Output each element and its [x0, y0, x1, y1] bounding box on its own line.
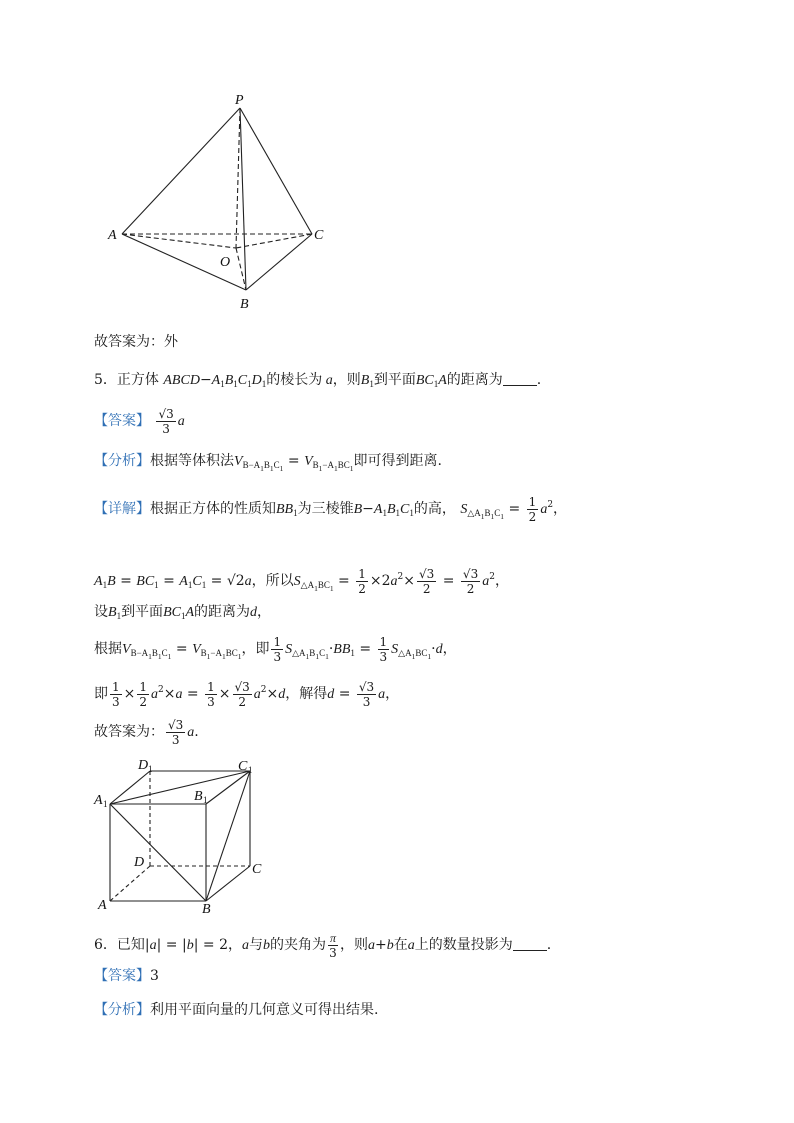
- label-c1: C: [238, 759, 248, 774]
- label-d1: D: [138, 758, 149, 773]
- q5-answer: 【答案】 $\frac{√3}{3}$ a: [94, 406, 185, 436]
- q6-analysis: 【分析】利用平面向量的几何意义可得出结果.: [94, 1002, 379, 1018]
- label-a: A: [98, 898, 107, 913]
- q6-answer: 【答案】3: [94, 968, 159, 984]
- label-p: P: [235, 93, 244, 108]
- svg-text:1: 1: [203, 795, 208, 805]
- label-c: C: [314, 228, 324, 243]
- q5-line2: $A_1B = BC_1 = A_1C_1 = √2a$，所以$S_{\triangle A_1BC_1}$ = $\frac{1}{2}$ $\times 2a^2\times$ $\frac{√3}{2}$ = $\frac{√3}{2}$ $a^2$，: [94, 566, 509, 596]
- q5-question: 5．正方体 $ABCD-A_1B_1C_1D_1$的棱长为 a，则$B_1$到平面$BC_1A$的距离为 .: [94, 372, 542, 389]
- svg-text:1: 1: [148, 764, 153, 774]
- label-a1: A: [94, 793, 103, 808]
- pyramid-figure: [100, 88, 340, 318]
- q5-line5: 即 $\frac{1}{3}$ × $\frac{1}{2}$ $a^2\times a$ = $\frac{1}{3}$ × $\frac{√3}{2}$ $a^2\times d$，解得d = $\frac{√3}{3}$ a，: [94, 679, 400, 709]
- label-c: C: [252, 862, 262, 877]
- q6-question: 6．已知|a| = |b| = 2，a与b的夹角为 $\frac{\pi}{3}$ ，则a+b在a上的数量投影为 .: [94, 930, 552, 960]
- label-b: B: [202, 902, 211, 916]
- q4-answer: 故答案为：外: [94, 334, 178, 350]
- label-o: O: [220, 255, 231, 270]
- svg-text:1: 1: [103, 799, 108, 809]
- label-b1: B: [194, 789, 203, 804]
- q5-analysis: 【分析】根据等体积法$V_{B-A_1B_1C_1} = V_{B_1-A_1BC_1}$即可得到距离.: [94, 453, 442, 473]
- q5-final: 故答案为： $\frac{√3}{3}$ a.: [94, 717, 199, 747]
- q5-blank: [503, 371, 537, 386]
- label-b: B: [240, 297, 249, 312]
- label-d: D: [134, 855, 145, 870]
- cube-figure: [90, 756, 280, 916]
- q5-line4: 根据$V_{B-A_1B_1C_1} = V_{B_1-A_1BC_1}$，即 $\frac{1}{3}$ $S_{\triangle A_1B_1C_1}\cdot BB_1$ = $\frac{1}{3}$ $S_{\triangle A_1BC_1}\cdot d$，: [94, 634, 457, 664]
- q5-detail: 【详解】根据正方体的性质知$BB_1$为三棱锥$B-A_1B_1C_1$的高， $S_{\triangle A_1B_1C_1}$ = $\frac{1}{2}$ $a^2$，: [94, 494, 568, 524]
- q6-blank: [513, 936, 547, 951]
- q5-line3: 设$B_1$到平面$BC_1A$的距离为d，: [94, 604, 272, 621]
- svg-text:1: 1: [248, 765, 253, 775]
- label-a: A: [108, 228, 117, 243]
